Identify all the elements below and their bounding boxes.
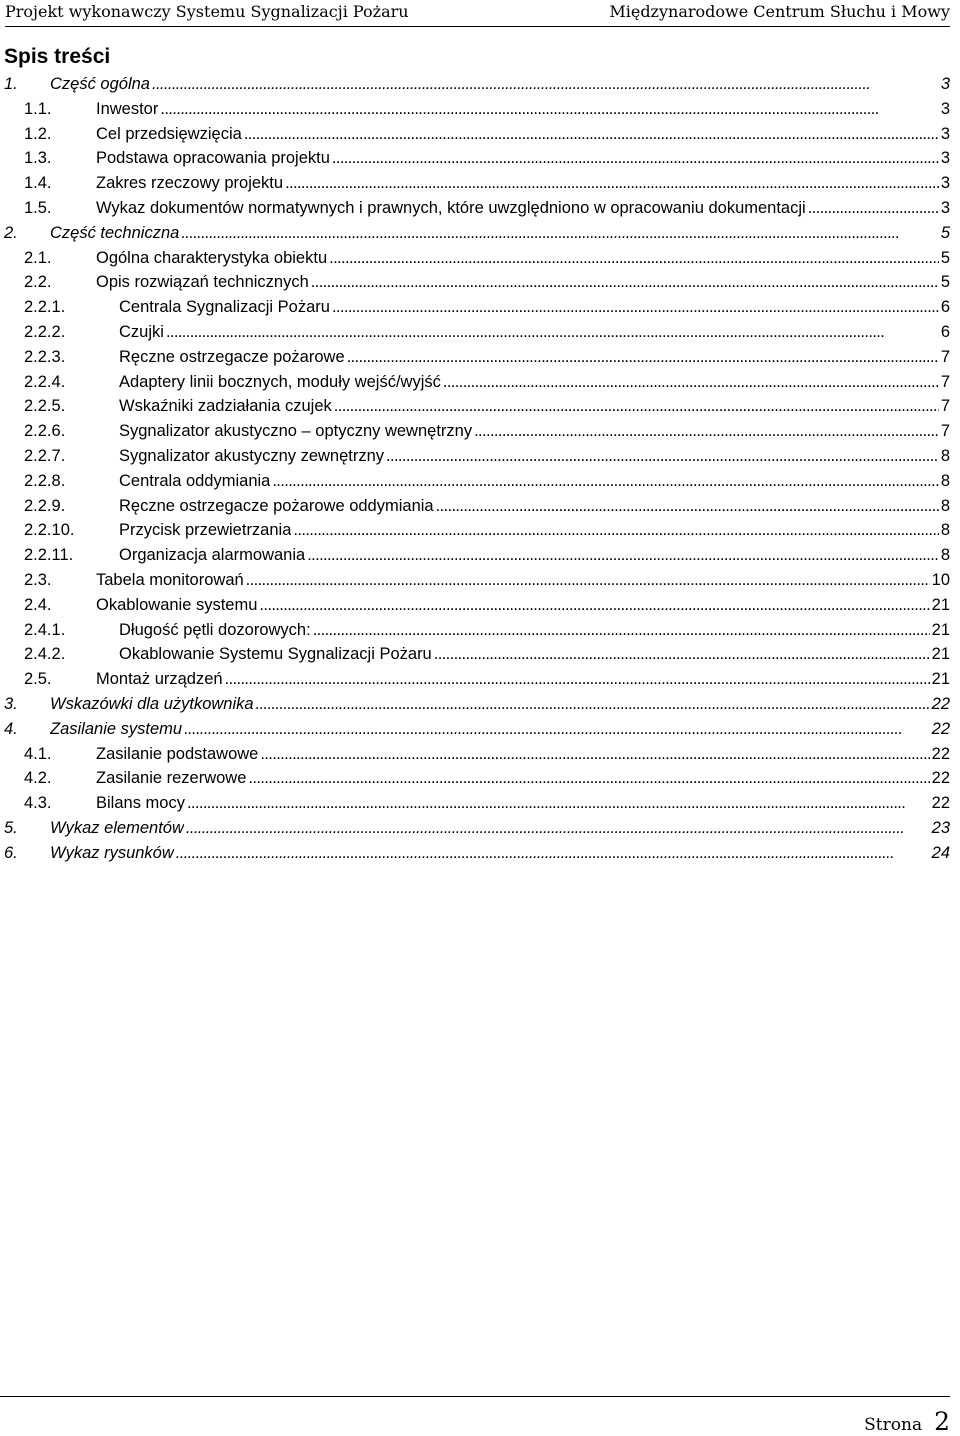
toc-dot-leader [225,667,930,692]
toc-dot-leader [176,841,930,866]
toc-entry[interactable] [0,419,950,444]
toc-entry-title: Okablowanie systemu [96,595,258,614]
toc-entry[interactable] [0,841,950,866]
toc-entry-number: 1.4. [24,174,52,193]
table-of-contents [0,72,950,866]
toc-entry[interactable] [0,692,950,717]
toc-entry-number: 2.2. [24,273,52,292]
toc-entry-page: 3 [940,75,950,93]
toc-dot-leader [808,196,939,221]
toc-entry-title: Centrala Sygnalizacji Pożaru [119,298,330,317]
toc-entry[interactable] [0,320,950,345]
page-header [5,0,950,27]
toc-entry-page: 8 [940,521,950,540]
toc-entry[interactable] [0,766,950,791]
toc-entry-page: 6 [940,298,950,317]
toc-entry-page: 21 [931,670,950,689]
toc-entry-page: 10 [931,570,950,589]
toc-entry-page: 6 [940,322,950,341]
toc-entry-title: Sygnalizator akustyczny zewnętrzny [119,446,385,465]
toc-entry-page: 7 [940,372,950,391]
toc-dot-leader [332,295,939,320]
toc-entry-title: Cel przedsięwzięcia [96,124,242,143]
header-client-name: Międzynarodowe Centrum Słuchu i Mowy [609,2,950,21]
toc-entry-page: 5 [940,223,950,242]
toc-entry[interactable] [0,146,950,171]
toc-entry-page: 3 [940,124,950,143]
toc-entry-title: Wskaźniki zadziałania czujek [119,397,332,416]
toc-entry[interactable] [0,742,950,767]
toc-entry-title: Część techniczna [50,223,180,242]
toc-entry[interactable] [0,345,950,370]
toc-entry[interactable] [0,618,950,643]
toc-entry-title: Wskazówki dla użytkownika [50,694,254,713]
toc-entry-title: Zasilanie podstawowe [96,744,259,763]
toc-entry-number: 2.2.5. [24,397,66,416]
toc-entry-number: 2.2.2. [24,322,66,341]
toc-entry-page: 7 [940,422,950,441]
toc-entry[interactable] [0,171,950,196]
toc-entry[interactable] [0,270,950,295]
toc-entry[interactable] [0,593,950,618]
toc-entry-page: 22 [931,694,950,713]
toc-entry-number: 2.2.11. [24,546,74,565]
toc-entry[interactable] [0,97,950,122]
toc-dot-leader [285,171,939,196]
toc-entry-number: 5. [4,818,18,837]
toc-entry-number: 4.2. [24,769,52,788]
toc-entry-page: 3 [940,198,950,217]
toc-entry-number: 3. [4,694,18,713]
toc-dot-leader [313,618,930,643]
toc-dot-leader [474,419,939,444]
toc-entry-page: 21 [931,620,950,639]
toc-dot-leader [307,543,939,568]
toc-dot-leader [248,766,929,791]
toc-entry-title: Ogólna charakterystyka obiektu [96,248,328,267]
toc-entry-number: 2.4. [24,595,52,614]
toc-dot-leader [311,270,939,295]
toc-entry-number: 1. [4,75,18,93]
header-project-title: Projekt wykonawczy Systemu Sygnalizacji Pożaru [5,2,409,21]
toc-dot-leader [260,742,929,767]
toc-entry-page: 21 [931,595,950,614]
toc-dot-leader [152,72,939,97]
toc-dot-leader [347,345,939,370]
toc-entry-title: Centrala oddymiania [119,471,271,490]
toc-entry-number: 2.2.4. [24,372,66,391]
toc-entry-number: 2.2.1. [24,298,66,317]
toc-entry-title: Długość pętli dozorowych: [119,620,311,639]
toc-entry-title: Montaż urządzeń [96,670,223,689]
toc-entry-page: 8 [940,471,950,490]
toc-entry-number: 1.3. [24,149,52,168]
toc-entry-number: 2. [4,223,18,242]
toc-entry-title: Organizacja alarmowania [119,546,306,565]
toc-entry-title: Część ogólna [50,75,150,93]
toc-dot-leader [334,394,939,419]
toc-entry-page: 24 [931,843,950,862]
toc-entry[interactable] [0,444,950,469]
toc-entry-title: Bilans mocy [96,794,185,813]
toc-entry-page: 7 [940,397,950,416]
toc-entry-page: 3 [940,174,950,193]
footer-page-number: 2 [934,1407,950,1436]
toc-entry[interactable] [0,816,950,841]
toc-dot-leader [259,593,929,618]
toc-entry[interactable] [0,543,950,568]
toc-entry[interactable] [0,568,950,593]
toc-entry-page: 21 [931,645,950,664]
toc-entry-title: Inwestor [96,99,159,118]
page-footer [0,1396,950,1436]
toc-entry-title: Ręczne ostrzegacze pożarowe oddymiania [119,496,434,515]
footer-page-label: Strona [864,1415,923,1435]
toc-entry-number: 2.2.9. [24,496,66,515]
toc-entry-page: 8 [940,546,950,565]
toc-entry-number: 2.2.8. [24,471,66,490]
toc-entry[interactable] [0,642,950,667]
toc-entry-number: 4.1. [24,744,52,763]
toc-dot-leader [186,816,930,841]
toc-entry-number: 2.4.1. [24,620,66,639]
toc-entry-title: Ręczne ostrzegacze pożarowe [119,347,345,366]
toc-entry[interactable] [0,221,950,246]
toc-dot-leader [434,642,930,667]
toc-entry-title: Tabela monitorowań [96,570,244,589]
toc-entry-number: 1.1. [24,99,52,118]
toc-dot-leader [160,97,938,122]
toc-dot-leader [272,469,938,494]
toc-dot-leader [246,568,930,593]
toc-entry[interactable] [0,370,950,395]
toc-entry-page: 22 [931,744,950,763]
toc-dot-leader [181,221,939,246]
toc-entry-page: 22 [931,794,950,813]
toc-entry-number: 2.2.10. [24,521,75,540]
toc-entry-number: 6. [4,843,18,862]
toc-entry-number: 2.1. [24,248,52,267]
toc-entry[interactable] [0,122,950,147]
toc-entry-number: 2.2.6. [24,422,66,441]
toc-entry-number: 4. [4,719,18,738]
toc-entry[interactable] [0,791,950,816]
toc-entry-title: Zasilanie rezerwowe [96,769,247,788]
toc-entry-title: Wykaz dokumentów normatywnych i prawnych, które uwzględniono w opracowaniu dokumentacji [96,198,806,217]
toc-entry[interactable] [0,667,950,692]
toc-entry[interactable] [0,196,950,221]
toc-entry[interactable] [0,72,950,97]
toc-entry[interactable] [0,494,950,519]
toc-dot-leader [386,444,939,469]
toc-entry-page: 22 [931,769,950,788]
toc-entry-title: Opis rozwiązań technicznych [96,273,309,292]
toc-entry-page: 8 [940,446,950,465]
toc-dot-leader [244,122,939,147]
toc-entry-page: 3 [940,99,950,118]
toc-dot-leader [293,518,938,543]
toc-entry-title: Zasilanie systemu [50,719,183,738]
toc-entry[interactable] [0,246,950,271]
toc-entry-title: Wykaz elementów [50,818,184,837]
toc-entry-title: Adaptery linii bocznych, moduły wejść/wyjść [119,372,441,391]
toc-dot-leader [332,146,939,171]
toc-entry-page: 8 [940,496,950,515]
toc-entry-page: 22 [931,719,950,738]
toc-entry-title: Zakres rzeczowy projektu [96,174,284,193]
toc-entry-number: 2.2.7. [24,446,66,465]
toc-dot-leader [329,246,939,271]
toc-entry-title: Podstawa opracowania projektu [96,149,330,168]
toc-entry-title: Przycisk przewietrzania [119,521,292,540]
toc-entry[interactable] [0,469,950,494]
toc-entry-title: Wykaz rysunków [50,843,174,862]
toc-entry-page: 7 [940,347,950,366]
toc-dot-leader [166,320,939,345]
toc-dot-leader [184,717,930,742]
toc-entry-number: 2.4.2. [24,645,66,664]
toc-entry-number: 4.3. [24,794,52,813]
toc-entry-number: 1.2. [24,124,52,143]
toc-entry-number: 2.3. [24,570,52,589]
toc-entry[interactable] [0,295,950,320]
toc-dot-leader [187,791,930,816]
toc-entry-number: 1.5. [24,198,52,217]
toc-dot-leader [256,692,930,717]
toc-entry-page: 23 [931,818,950,837]
toc-heading: Spis treści [4,45,111,68]
toc-entry[interactable] [0,394,950,419]
toc-dot-leader [436,494,939,519]
toc-entry-page: 5 [940,273,950,292]
toc-entry[interactable] [0,717,950,742]
toc-entry-page: 5 [940,248,950,267]
toc-dot-leader [443,370,939,395]
toc-entry-title: Czujki [119,322,164,341]
toc-entry-title: Sygnalizator akustyczno – optyczny wewnętrzny [119,422,473,441]
toc-entry-number: 2.5. [24,670,52,689]
toc-entry-page: 3 [940,149,950,168]
toc-entry[interactable] [0,518,950,543]
toc-entry-title: Okablowanie Systemu Sygnalizacji Pożaru [119,645,432,664]
toc-entry-number: 2.2.3. [24,347,66,366]
